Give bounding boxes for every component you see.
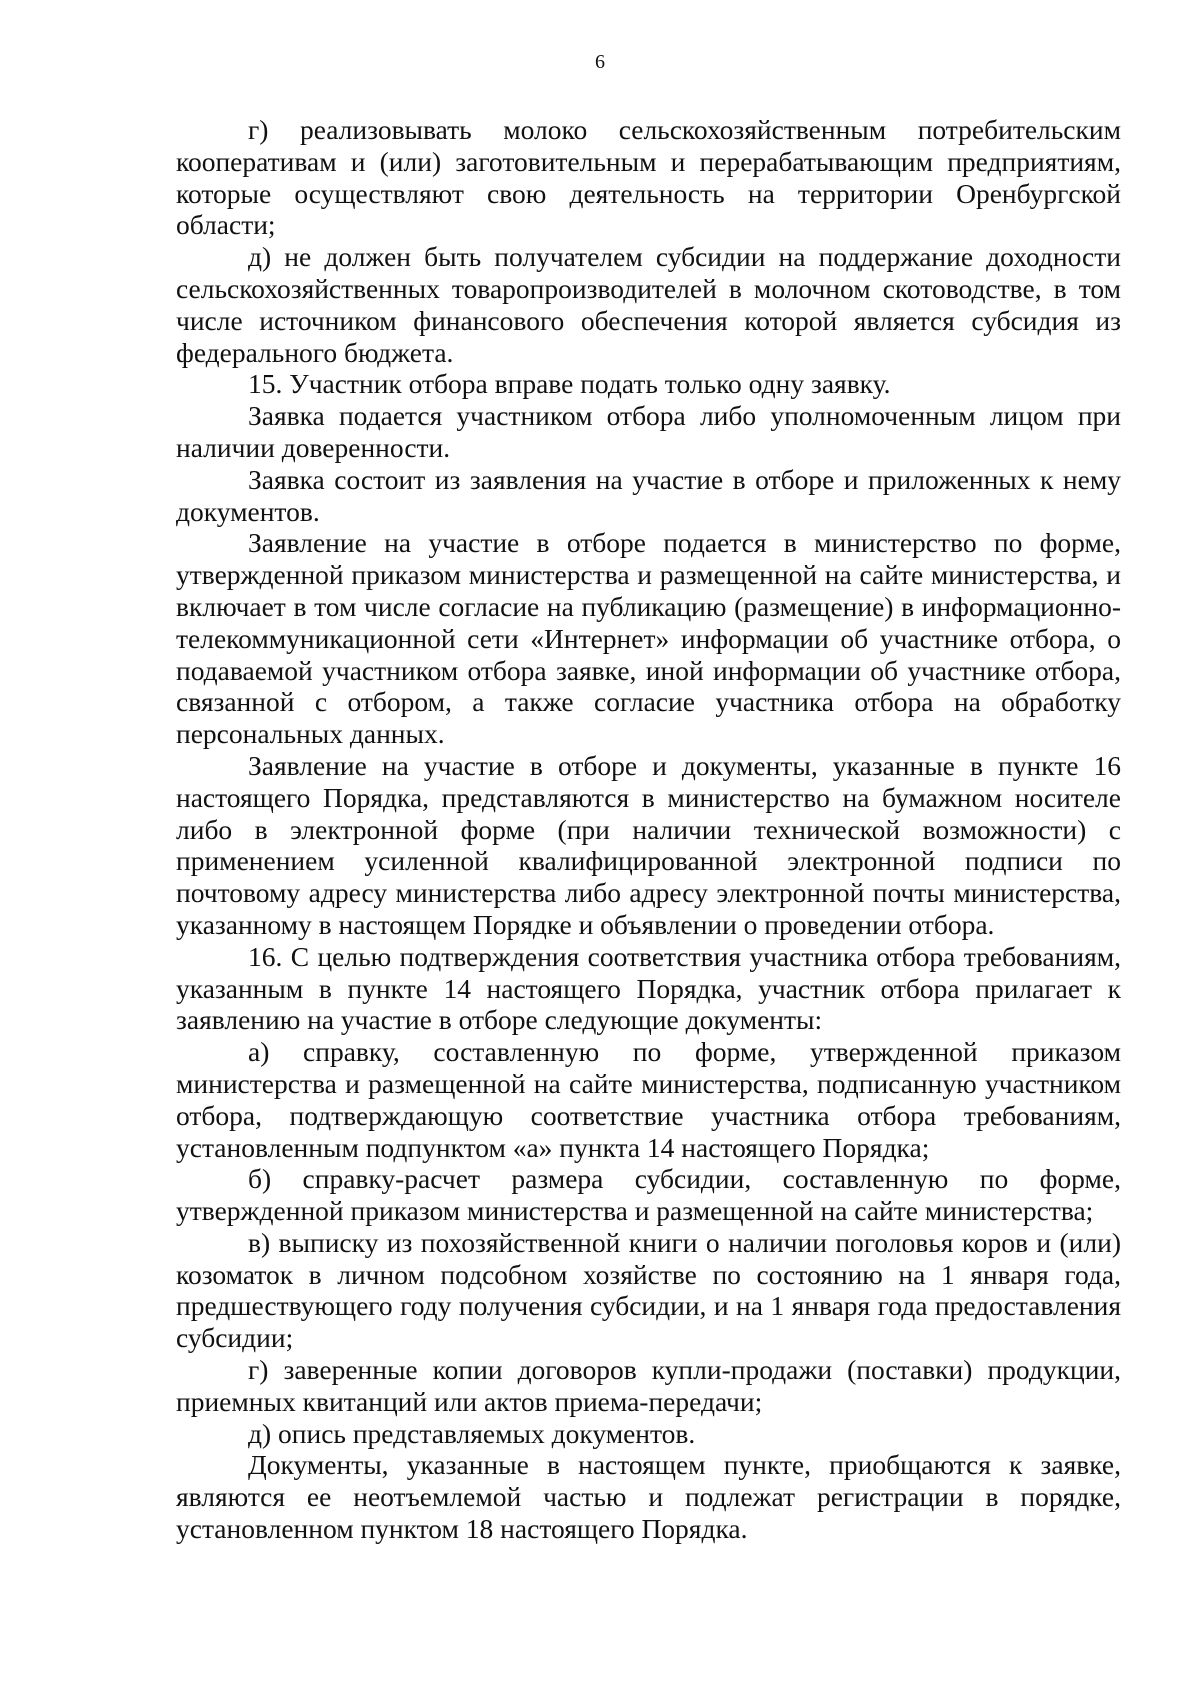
paragraph-doc-g: г) заверенные копии договоров купли-продажи (поставки) продукции, приемных квитанций или актов приема-передачи;: [176, 1354, 1121, 1417]
paragraph-item-d: д) не должен быть получателем субсидии на поддержание доходности сельскохозяйственных товаропроизводителей в молочном скотоводстве, в том числе источником финансового обеспечения которой является субсидия из федерального бюджета.: [176, 241, 1121, 368]
paragraph-doc-b: б) справку-расчет размера субсидии, составленную по форме, утвержденной приказом министерства и размещенной на сайте министерства;: [176, 1163, 1121, 1227]
paragraph-application-submitter: Заявка подается участником отбора либо уполномоченным лицом при наличии доверенности.: [176, 400, 1121, 463]
paragraph-doc-d: д) опись представляемых документов.: [248, 1417, 696, 1449]
paragraph-documents-registration: Документы, указанные в настоящем пункте, приобщаются к заявке, являются ее неотъемлемой частью и подлежат регистрации в порядке, установленном пунктом 18 настоящего Порядка.: [176, 1449, 1121, 1545]
paragraph-application-composition: Заявка состоит из заявления на участие в отборе и приложенных к нему документов.: [176, 463, 1121, 527]
paragraph-clause-15: 15. Участник отбора вправе подать только одну заявку.: [248, 368, 891, 400]
document-body: [176, 114, 1121, 1545]
paragraph-doc-a: а) справку, составленную по форме, утвержденной приказом министерства и размещенной на сайте министерства, подписанную участником отбора, подтверждающую соответствие участника отбора требованиям, установленным подпунктом «а» пункта 14 настоящего Порядка;: [176, 1036, 1121, 1163]
paragraph-application-form: Заявление на участие в отборе подается в министерство по форме, утвержденной приказом министерства и размещенной на сайте министерства, и включает в том числе согласие на публикацию (размещение) в информационно-телекоммуникационной сети «Интернет» информации об участнике отбора, о подаваемой участником отбора заявке, иной информации об участнике отбора, связанной с отбором, а также согласие участника отбора на обработку персональных данных.: [176, 527, 1121, 750]
paragraph-clause-16: 16. С целью подтверждения соответствия участника отбора требованиям, указанным в пункте 14 настоящего Порядка, участник отбора прилагает к заявлению на участие в отборе следующие документы:: [176, 940, 1121, 1036]
paragraph-submission-method: Заявление на участие в отборе и документы, указанные в пункте 16 настоящего Порядка, представляются в министерство на бумажном носителе либо в электронной форме (при наличии технической возможности) с применением усиленной квалифицированной электронной подписи по почтовому адресу министерства либо адресу электронной почты министерства, указанному в настоящем Порядке и объявлении о проведении отбора.: [176, 749, 1121, 940]
paragraph-doc-v: в) выписку из похозяйственной книги о наличии поголовья коров и (или) козоматок в личном подсобном хозяйстве по состоянию на 1 января года, предшествующего году получения субсидии, и на 1 января года предоставления субсидии;: [176, 1226, 1121, 1354]
page-number: 6: [595, 51, 605, 73]
paragraph-item-g: г) реализовывать молоко сельскохозяйственным потребительским кооперативам и (или) заготовительным и перерабатывающим предприятиям, которые осуществляют свою деятельность на территории Оренбургской области;: [176, 114, 1121, 241]
